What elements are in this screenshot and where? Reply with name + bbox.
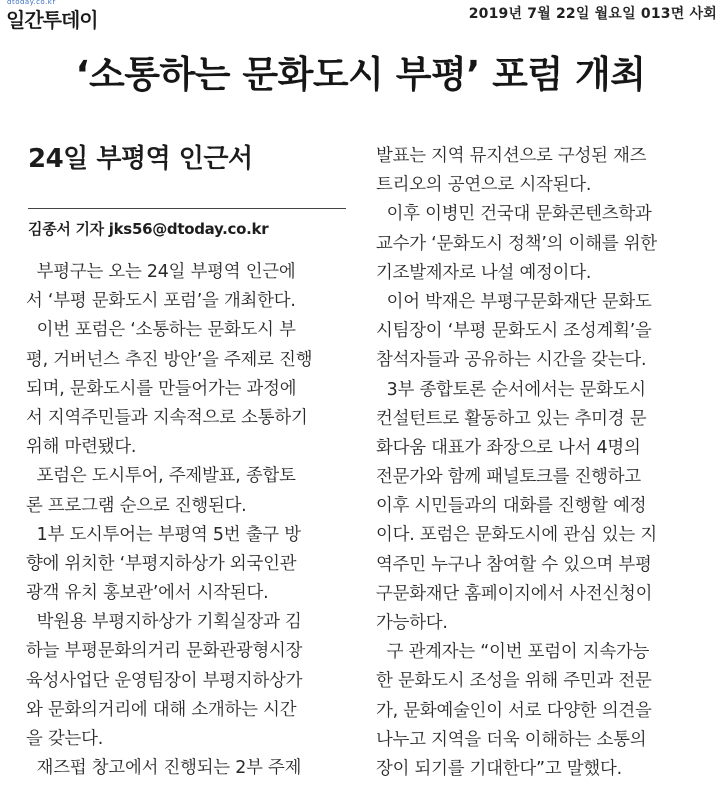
body-text-line: 평, 거버넌스 추진 방안’을 주제로 진행 <box>26 349 313 370</box>
byline: 김종서 기자 jks56@dtoday.co.kr <box>28 220 269 238</box>
body-text-line: 시팀장이 ‘부평 문화도시 조성계획’을 <box>376 321 652 342</box>
body-text-line: 서 ‘부평 문화도시 포럼’을 개최한다. <box>26 291 296 312</box>
body-text-line: 발표는 지역 뮤지션으로 구성된 재즈 <box>376 146 647 166</box>
dateline: 2019년 7월 22일 월요일 013면 사회 <box>468 6 717 22</box>
logo-url: dtoday.co.kr <box>7 0 56 6</box>
body-text-line: 화다움 대표가 좌장으로 나서 4명의 <box>376 437 641 458</box>
body-text-line: 기조발제자로 나설 예정이다. <box>376 262 592 283</box>
body-text-line: 포럼은 도시투어, 주제발표, 종합토 <box>26 466 296 487</box>
body-text-line: 되며, 문화도시를 만들어가는 과정에 <box>26 378 297 399</box>
body-text-line: 가, 문화예술인이 서로 다양한 의견을 <box>376 700 652 721</box>
body-text-line: 장이 되기를 기대한다”고 말했다. <box>376 758 622 779</box>
body-text-line: 트리오의 공연으로 시작된다. <box>376 175 592 196</box>
body-text-line: 가능하다. <box>376 613 448 633</box>
logo-name: 일간투데이 <box>6 8 98 32</box>
body-text-line: 전문가와 함께 패널토크를 진행하고 <box>376 467 641 488</box>
body-text-line: 구 관계자는 “이번 포럼이 지속가능 <box>376 642 650 663</box>
body-text-line: 서 지역주민들과 지속적으로 소통하기 <box>26 407 308 428</box>
body-text-line: 3부 종합토론 순서에서는 문화도시 <box>376 379 646 400</box>
byline-divider <box>28 208 346 209</box>
body-text-line: 교수가 ‘문화도시 정책’의 이해를 위한 <box>376 233 657 254</box>
body-text-line: 하늘 부평문화의거리 문화관광형시장 <box>26 641 303 662</box>
body-text-line: 참석자들과 공유하는 시간을 갖는다. <box>376 350 647 371</box>
body-text-line: 광객 유치 홍보관’에서 시작된다. <box>26 583 269 604</box>
body-text-line: 재즈펍 창고에서 진행되는 2부 주제 <box>26 758 302 779</box>
body-text-line: 1부 도시투어는 부평역 5번 출구 방 <box>26 524 301 545</box>
newspaper-logo <box>6 0 116 30</box>
subheadline: 24일 부평역 인근서 <box>28 144 253 174</box>
body-text-line: 이다. 포럼은 문화도시에 관심 있는 지 <box>376 525 657 546</box>
body-text-line: 나누고 지역을 더욱 이해하는 소통의 <box>376 729 647 750</box>
headline: ‘소통하는 문화도시 부평’ 포럼 개최 <box>75 53 646 96</box>
body-text-line: 을 갖는다. <box>26 729 104 749</box>
body-text-line: 이어 박재은 부평구문화재단 문화도 <box>376 291 652 312</box>
body-text-line: 향에 위치한 ‘부평지하상가 외국인관 <box>26 553 297 574</box>
body-text-line: 부평구는 오는 24일 부평역 인근에 <box>26 262 296 282</box>
masthead <box>0 0 721 30</box>
body-text-line: 이번 포럼은 ‘소통하는 문화도시 부 <box>26 320 296 341</box>
body-text-line: 론 프로그램 순으로 진행된다. <box>26 495 247 516</box>
article-body-right-column <box>376 142 657 784</box>
body-text-line: 역주민 누구나 참여할 수 있으며 부평 <box>376 554 652 575</box>
body-text-line: 와 문화의거리에 대해 소개하는 시간 <box>26 699 297 720</box>
body-text-line: 구문화재단 홈페이지에서 사전신청이 <box>376 583 653 604</box>
body-text-line: 박원용 부평지하상가 기획실장과 김 <box>26 612 302 633</box>
body-text-line: 이후 이병민 건국대 문화콘텐츠학과 <box>376 204 652 225</box>
body-text-line: 위해 마련됐다. <box>26 437 137 458</box>
body-text-line: 육성사업단 운영팀장이 부평지하상가 <box>26 670 303 691</box>
article-body-left-column <box>26 258 312 783</box>
body-text-line: 한 문화도시 조성을 위해 주민과 전문 <box>376 671 652 692</box>
body-text-line: 이후 시민들과의 대화를 진행할 예정 <box>376 496 647 517</box>
body-text-line: 컨설턴트로 활동하고 있는 추미경 문 <box>376 408 647 429</box>
